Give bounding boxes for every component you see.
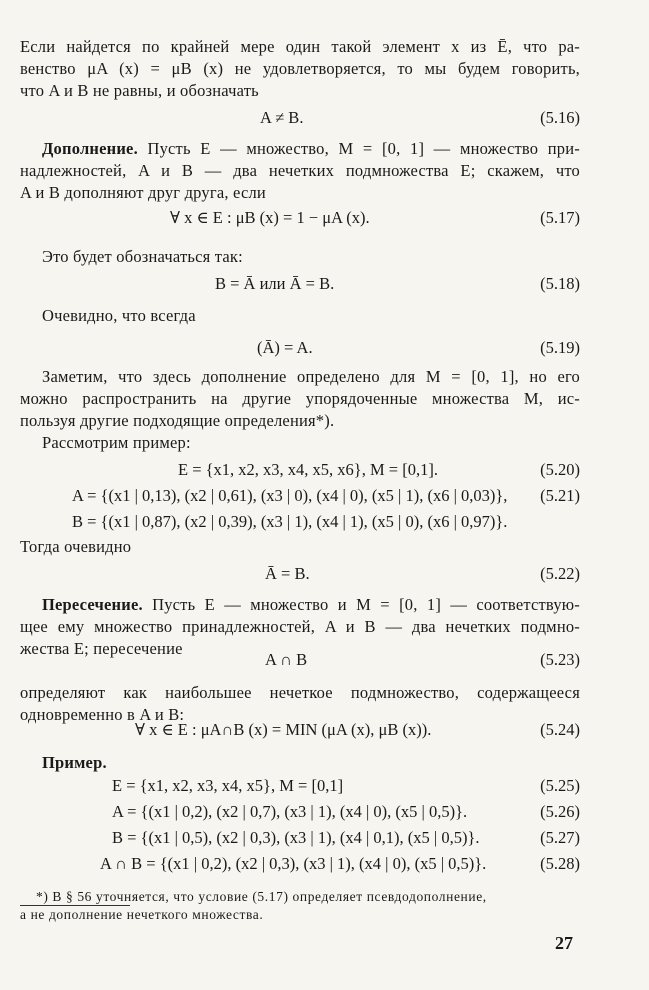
equation-number: (5.16): [540, 108, 580, 127]
formula: E = {x1, x2, x3, x4, x5}, M = [0,1]: [112, 776, 344, 795]
paragraph-line: что A и B не равны, и обозначать: [20, 81, 259, 100]
formula: B = {(x1 | 0,5), (x2 | 0,3), (x3 | 1), (x4 | 0,1), (x5 | 0,5)}.: [112, 828, 480, 847]
paragraph-line: Это будет обозначаться так:: [42, 247, 243, 266]
equation-5-22: [60, 562, 580, 586]
paragraph-line: венство μA (x) = μB (x) не удовлетворяется, то мы будем говорить,: [20, 59, 580, 78]
section-heading-complement: Дополнение.: [42, 139, 138, 158]
example-heading: Пример.: [42, 753, 107, 772]
formula: ∀ x ∈ E : μA∩B (x) = MIN (μA (x), μB (x)).: [135, 720, 432, 739]
section-heading-intersection: Пересечение.: [42, 595, 143, 614]
formula: ∀ x ∈ E : μB (x) = 1 − μA (x).: [170, 208, 370, 227]
paragraph-line: [42, 138, 580, 160]
equation-number: (5.20): [540, 460, 580, 479]
equation-5-28: [60, 852, 580, 876]
paragraph-line: жества E; пересечение: [20, 639, 183, 658]
equation-5-24: [60, 718, 580, 742]
formula: (Ā) = A.: [257, 338, 313, 357]
footnote-line: *) В § 56 уточняется, что условие (5.17) определяет псевдодополнение,: [36, 889, 487, 904]
equation-number: (5.19): [540, 338, 580, 357]
equation-number: (5.28): [540, 854, 580, 873]
paragraph-text: Пусть E — множество, M = [0, 1] — множество при-: [137, 139, 580, 158]
equation-5-19: [60, 336, 580, 360]
formula: A ∩ B: [265, 650, 308, 669]
paragraph-line: надлежностей, A и B — два нечетких подмножества E; скажем, что: [20, 161, 580, 180]
formula: Ā = B.: [265, 564, 310, 583]
paragraph-line: одновременно в A и B:: [20, 705, 185, 724]
formula: A = {(x1 | 0,2), (x2 | 0,7), (x3 | 1), (x4 | 0), (x5 | 0,5)}.: [112, 802, 468, 821]
equation-5-23: [60, 648, 580, 672]
equation-5-21: [60, 484, 580, 508]
equation-number: (5.22): [540, 564, 580, 583]
formula: A ∩ B = {(x1 | 0,2), (x2 | 0,3), (x3 | 1), (x4 | 0), (x5 | 0,5)}.: [100, 854, 487, 873]
equation-5-27: [60, 826, 580, 850]
equation-number: (5.25): [540, 776, 580, 795]
paragraph-line: Если найдется по крайней мере один такой элемент x из Ē, что ра-: [20, 37, 580, 56]
paragraph-line: Заметим, что здесь дополнение определено для M = [0, 1], но его: [42, 367, 580, 386]
formula: A ≠ B.: [260, 108, 304, 127]
paragraph-line: [42, 594, 580, 616]
formula: E = {x1, x2, x3, x4, x5, x6}, M = [0,1].: [178, 460, 438, 479]
equation-5-20: [60, 458, 580, 482]
equation-5-26: [60, 800, 580, 824]
equation-5-25: [60, 774, 580, 798]
paragraph-line: можно распространить на другие упорядоченные множества M, ис-: [20, 389, 580, 408]
footnote-line: а не дополнение нечеткого множества.: [20, 907, 264, 922]
formula: A = {(x1 | 0,13), (x2 | 0,61), (x3 | 0), (x4 | 0), (x5 | 1), (x6 | 0,03)},: [72, 486, 508, 505]
equation-5-17: [60, 206, 580, 230]
formula: B = Ā или Ā = B.: [215, 274, 335, 293]
paragraph-line: Рассмотрим пример:: [42, 433, 191, 452]
equation-number: (5.27): [540, 828, 580, 847]
paragraph-line: щее ему множество принадлежностей, A и B — два нечетких подмно-: [20, 617, 580, 636]
formula: B = {(x1 | 0,87), (x2 | 0,39), (x3 | 1), (x4 | 1), (x5 | 0), (x6 | 0,97)}.: [72, 512, 508, 531]
equation-number: (5.24): [540, 720, 580, 739]
equation-number: (5.26): [540, 802, 580, 821]
equation-number: (5.21): [540, 486, 580, 505]
equation-number: (5.18): [540, 274, 580, 293]
paragraph-line: A и B дополняют друг друга, если: [20, 183, 266, 202]
equation-5-16: [60, 106, 580, 130]
equation-number: (5.23): [540, 650, 580, 669]
paragraph-line: Тогда очевидно: [20, 537, 132, 556]
paragraph-line: Очевидно, что всегда: [42, 306, 196, 325]
equation-5-21b: [60, 510, 580, 534]
paragraph-text: Пусть E — множество и M = [0, 1] — соответствую-: [142, 595, 580, 614]
page-number: 27: [555, 933, 573, 953]
equation-number: (5.17): [540, 208, 580, 227]
paragraph-line: определяют как наибольшее нечеткое подмножество, содержащееся: [20, 683, 580, 702]
paragraph-line: пользуя другие подходящие определения*).: [20, 411, 335, 430]
equation-5-18: [60, 272, 580, 296]
